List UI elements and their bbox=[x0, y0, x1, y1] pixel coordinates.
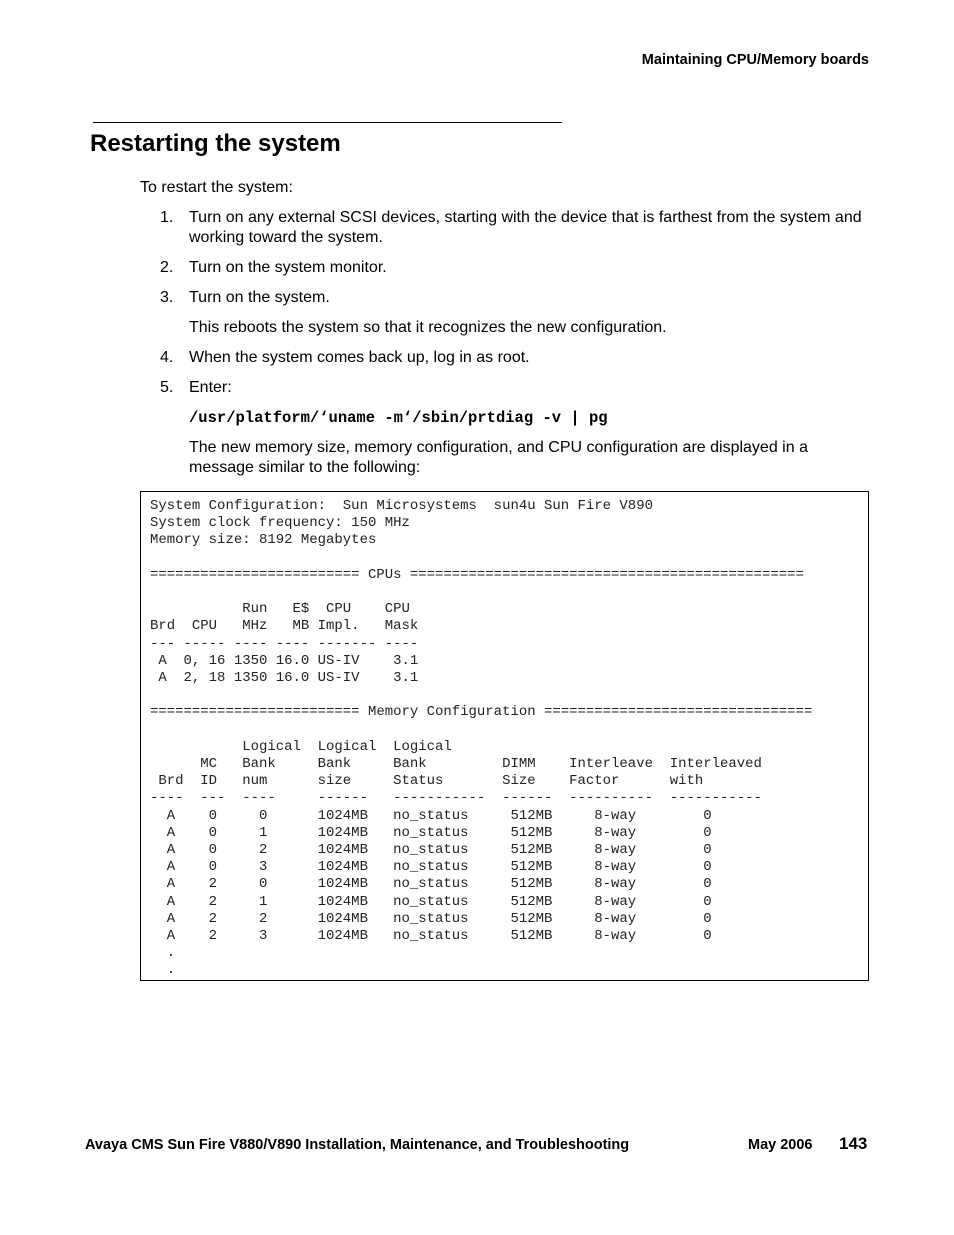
step-text: When the system comes back up, log in as root. bbox=[189, 349, 530, 366]
footer-title: Avaya CMS Sun Fire V880/V890 Installation, Maintenance, and Troubleshooting bbox=[85, 1137, 630, 1153]
step-1 bbox=[160, 208, 872, 248]
step-3 bbox=[160, 288, 872, 338]
intro-text: To restart the system: bbox=[140, 179, 293, 196]
heading-rule bbox=[93, 122, 562, 123]
step-number: 4. bbox=[160, 349, 174, 366]
running-head: Maintaining CPU/Memory boards bbox=[641, 52, 869, 68]
step-4 bbox=[160, 348, 872, 368]
output-line: A 0, 16 1350 16.0 US-IV 3.1 bbox=[150, 652, 419, 669]
step-number: 5. bbox=[160, 379, 174, 396]
output-line: Run E$ CPU CPU bbox=[150, 601, 410, 618]
step-number: 3. bbox=[160, 289, 174, 306]
output-line: MC Bank Bank Bank DIMM Interleave Interleaved bbox=[150, 756, 762, 773]
step-5 bbox=[160, 378, 872, 478]
output-line: --- ----- ---- ---- ------- ---- bbox=[150, 635, 419, 652]
output-line: A 0 0 1024MB no_status 512MB 8-way 0 bbox=[150, 807, 712, 824]
step-text: Turn on the system. bbox=[189, 289, 330, 306]
output-line: A 0 1 1024MB no_status 512MB 8-way 0 bbox=[150, 824, 712, 841]
footer-date: May 2006 bbox=[748, 1137, 813, 1153]
step-text: Turn on any external SCSI devices, starting with the device that is farthest from the system and working toward the system. bbox=[189, 209, 862, 246]
page-number: 143 bbox=[839, 1134, 868, 1153]
output-line: A 2 0 1024MB no_status 512MB 8-way 0 bbox=[150, 876, 712, 893]
step-text: Turn on the system monitor. bbox=[189, 259, 387, 276]
output-line: Logical Logical Logical bbox=[150, 738, 452, 755]
step-number: 2. bbox=[160, 259, 174, 276]
output-line: A 2 2 1024MB no_status 512MB 8-way 0 bbox=[150, 910, 712, 927]
output-line: A 0 2 1024MB no_status 512MB 8-way 0 bbox=[150, 842, 712, 859]
output-line: . bbox=[150, 962, 176, 979]
output-line: ========================= CPUs =============================================== bbox=[150, 566, 804, 583]
output-line: System clock frequency: 150 MHz bbox=[150, 515, 410, 532]
step-number: 1. bbox=[160, 209, 174, 226]
output-line: Brd CPU MHz MB Impl. Mask bbox=[150, 618, 419, 635]
output-line: A 0 3 1024MB no_status 512MB 8-way 0 bbox=[150, 859, 712, 876]
output-line: A 2 1 1024MB no_status 512MB 8-way 0 bbox=[150, 893, 712, 910]
step-text: Enter: bbox=[189, 379, 232, 396]
output-line: A 2 3 1024MB no_status 512MB 8-way 0 bbox=[150, 928, 712, 945]
output-line: Brd ID num size Status Size Factor with bbox=[150, 773, 704, 790]
sample-output-text bbox=[150, 498, 859, 980]
output-line: A 2, 18 1350 16.0 US-IV 3.1 bbox=[150, 670, 419, 687]
step-note: This reboots the system so that it recognizes the new configuration. bbox=[189, 319, 667, 336]
output-line: ========================= Memory Configuration ================================ bbox=[150, 704, 813, 721]
output-line: Memory size: 8192 Megabytes bbox=[150, 532, 377, 549]
output-line: ---- --- ---- ------ ----------- ------ ---------- ----------- bbox=[150, 790, 762, 807]
output-line: System Configuration: Sun Microsystems sun4u Sun Fire V890 bbox=[150, 498, 653, 514]
section-heading: Restarting the system bbox=[90, 130, 341, 157]
steps-list bbox=[160, 208, 872, 488]
output-line: . bbox=[150, 945, 176, 962]
step-note: The new memory size, memory configuration, and CPU configuration are displayed in a message similar to the following: bbox=[189, 439, 808, 476]
step-2 bbox=[160, 258, 872, 278]
command-text: /usr/platform/‘uname -m‘/sbin/prtdiag -v | pg bbox=[189, 409, 608, 427]
sample-output-box bbox=[140, 491, 869, 981]
